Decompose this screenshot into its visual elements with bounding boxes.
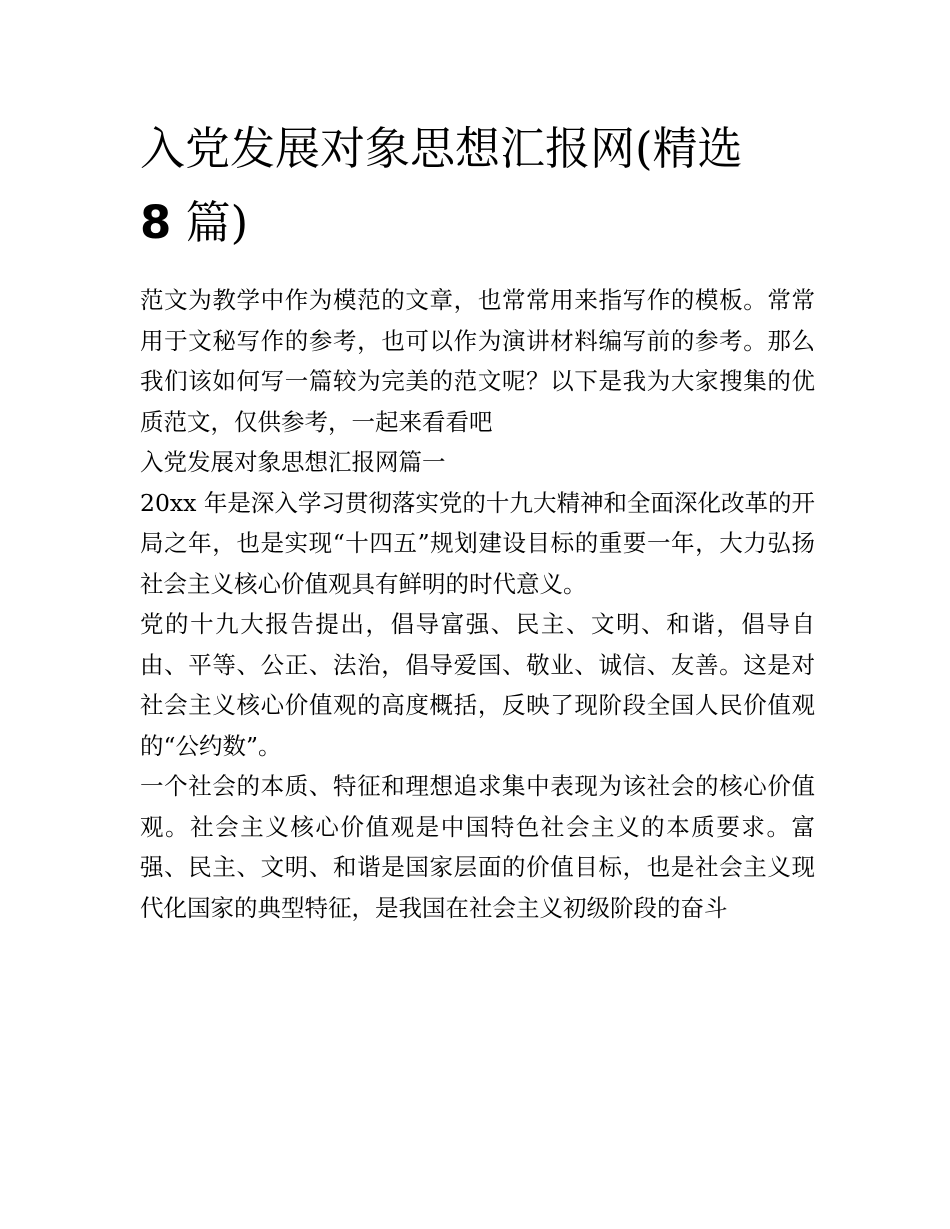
title-tail: 篇) — [185, 196, 249, 249]
document-title — [140, 112, 820, 260]
title-number: 8 — [140, 196, 172, 249]
section-heading: 入党发展对象思想汇报网篇一 — [140, 448, 446, 476]
paragraph-2: 党的十九大报告提出，倡导富强、民主、文明、和谐，倡导自由、平等、公正、法治，倡导爱国、敬业、诚信、友善。这是对社会主义核心价值观的高度概括，反映了现阶段全国人民价值观的“公约数”。 — [140, 610, 815, 760]
title-main: 入党发展对象思想汇报网(精选 — [140, 122, 743, 175]
document-body — [140, 280, 815, 928]
paragraph-3: 一个社会的本质、特征和理想追求集中表现为该社会的核心价值观。社会主义核心价值观是中国特色社会主义的本质要求。富强、民主、文明、和谐是国家层面的价值目标，也是社会主义现代化国家的典型特征，是我国在社会主义初级阶段的奋斗 — [140, 772, 815, 922]
paragraph-1: 20xx 年是深入学习贯彻落实党的十九大精神和全面深化改革的开局之年，也是实现“十四五”规划建设目标的重要一年，大力弘扬社会主义核心价值观具有鲜明的时代意义。 — [140, 488, 815, 598]
paragraph-intro: 范文为教学中作为模范的文章，也常常用来指写作的模板。常常用于文秘写作的参考，也可以作为演讲材料编写前的参考。那么我们该如何写一篇较为完美的范文呢？以下是我为大家搜集的优质范文，仅供参考，一起来看看吧 — [140, 286, 815, 436]
